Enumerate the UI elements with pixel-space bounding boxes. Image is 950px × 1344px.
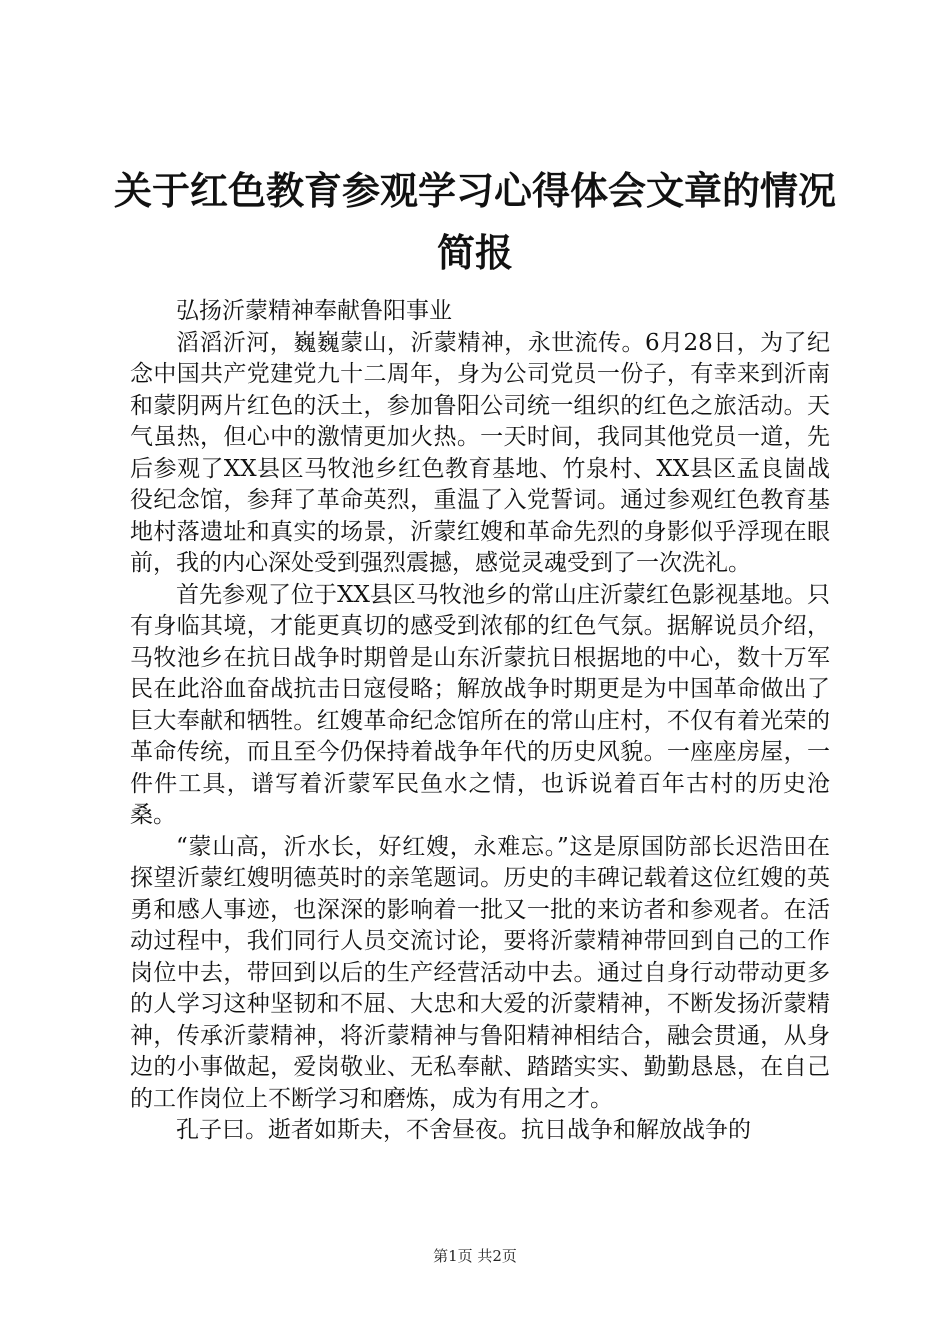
body-paragraph-3: “蒙山高，沂水长，好红嫂，永难忘。”这是原国防部长迟浩田在探望沂蒙红嫂明德英时的亲笔题词。历史的丰碑记载着这位红嫂的英勇和感人事迹，也深深的影响着一批又一批的来访者和参观者。在活动过程中，我们同行人员交流讨论，要将沂蒙精神带回到自己的工作岗位中去，带回到以后的生产经营活动中去。通过自身行动带动更多的人学习这种坚韧和不屈、大忠和大爱的沂蒙精神，不断发扬沂蒙精神，传承沂蒙精神，将沂蒙精神与鲁阳精神相结合，融会贯通，从身边的小事做起，爱岗敬业、无私奉献、踏踏实实、勤勤恳恳，在自己的工作岗位上不断学习和磨炼，成为有用之才。 xyxy=(130,833,830,1112)
document-body xyxy=(130,296,830,1147)
body-paragraph-4: 孔子曰。逝者如斯夫，不舍昼夜。抗日战争和解放战争的 xyxy=(176,1117,751,1143)
page-title: 关于红色教育参观学习心得体会文章的情况简报 xyxy=(113,168,836,275)
body-paragraph-2: 首先参观了位于XX县区马牧池乡的常山庄沂蒙红色影视基地。只有身临其境，才能更真切的感受到浓郁的红色气氛。据解说员介绍，马牧池乡在抗日战争时期曾是山东沂蒙抗日根据地的中心，数十万军民在此浴血奋战抗击日寇侵略；解放战争时期更是为中国革命做出了巨大奉献和牺牲。红嫂革命纪念馆所在的常山庄村，不仅有着光荣的革命传统，而且至今仍保持着战争年代的历史风貌。一座座房屋，一件件工具，谱写着沂蒙军民鱼水之情，也诉说着百年古村的历史沧桑。 xyxy=(130,581,830,828)
body-paragraph-1: 滔滔沂河，巍巍蒙山，沂蒙精神，永世流传。6月28日，为了纪念中国共产党建党九十二周年，身为公司党员一份子，有幸来到沂南和蒙阴两片红色的沃土，参加鲁阳公司统一组织的红色之旅活动。天气虽热，但心中的激情更加火热。一天时间，我同其他党员一道，先后参观了XX县区马牧池乡红色教育基地、竹泉村、XX县区孟良崮战役纪念馆，参拜了革命英烈，重温了入党誓词。通过参观红色教育基地村落遗址和真实的场景，沂蒙红嫂和革命先烈的身影似乎浮现在眼前，我的内心深处受到强烈震撼，感觉灵魂受到了一次洗礼。 xyxy=(130,329,830,576)
page-footer: 第1页 共2页 xyxy=(433,1247,517,1265)
subtitle-line: 弘扬沂蒙精神奉献鲁阳事业 xyxy=(176,298,452,324)
